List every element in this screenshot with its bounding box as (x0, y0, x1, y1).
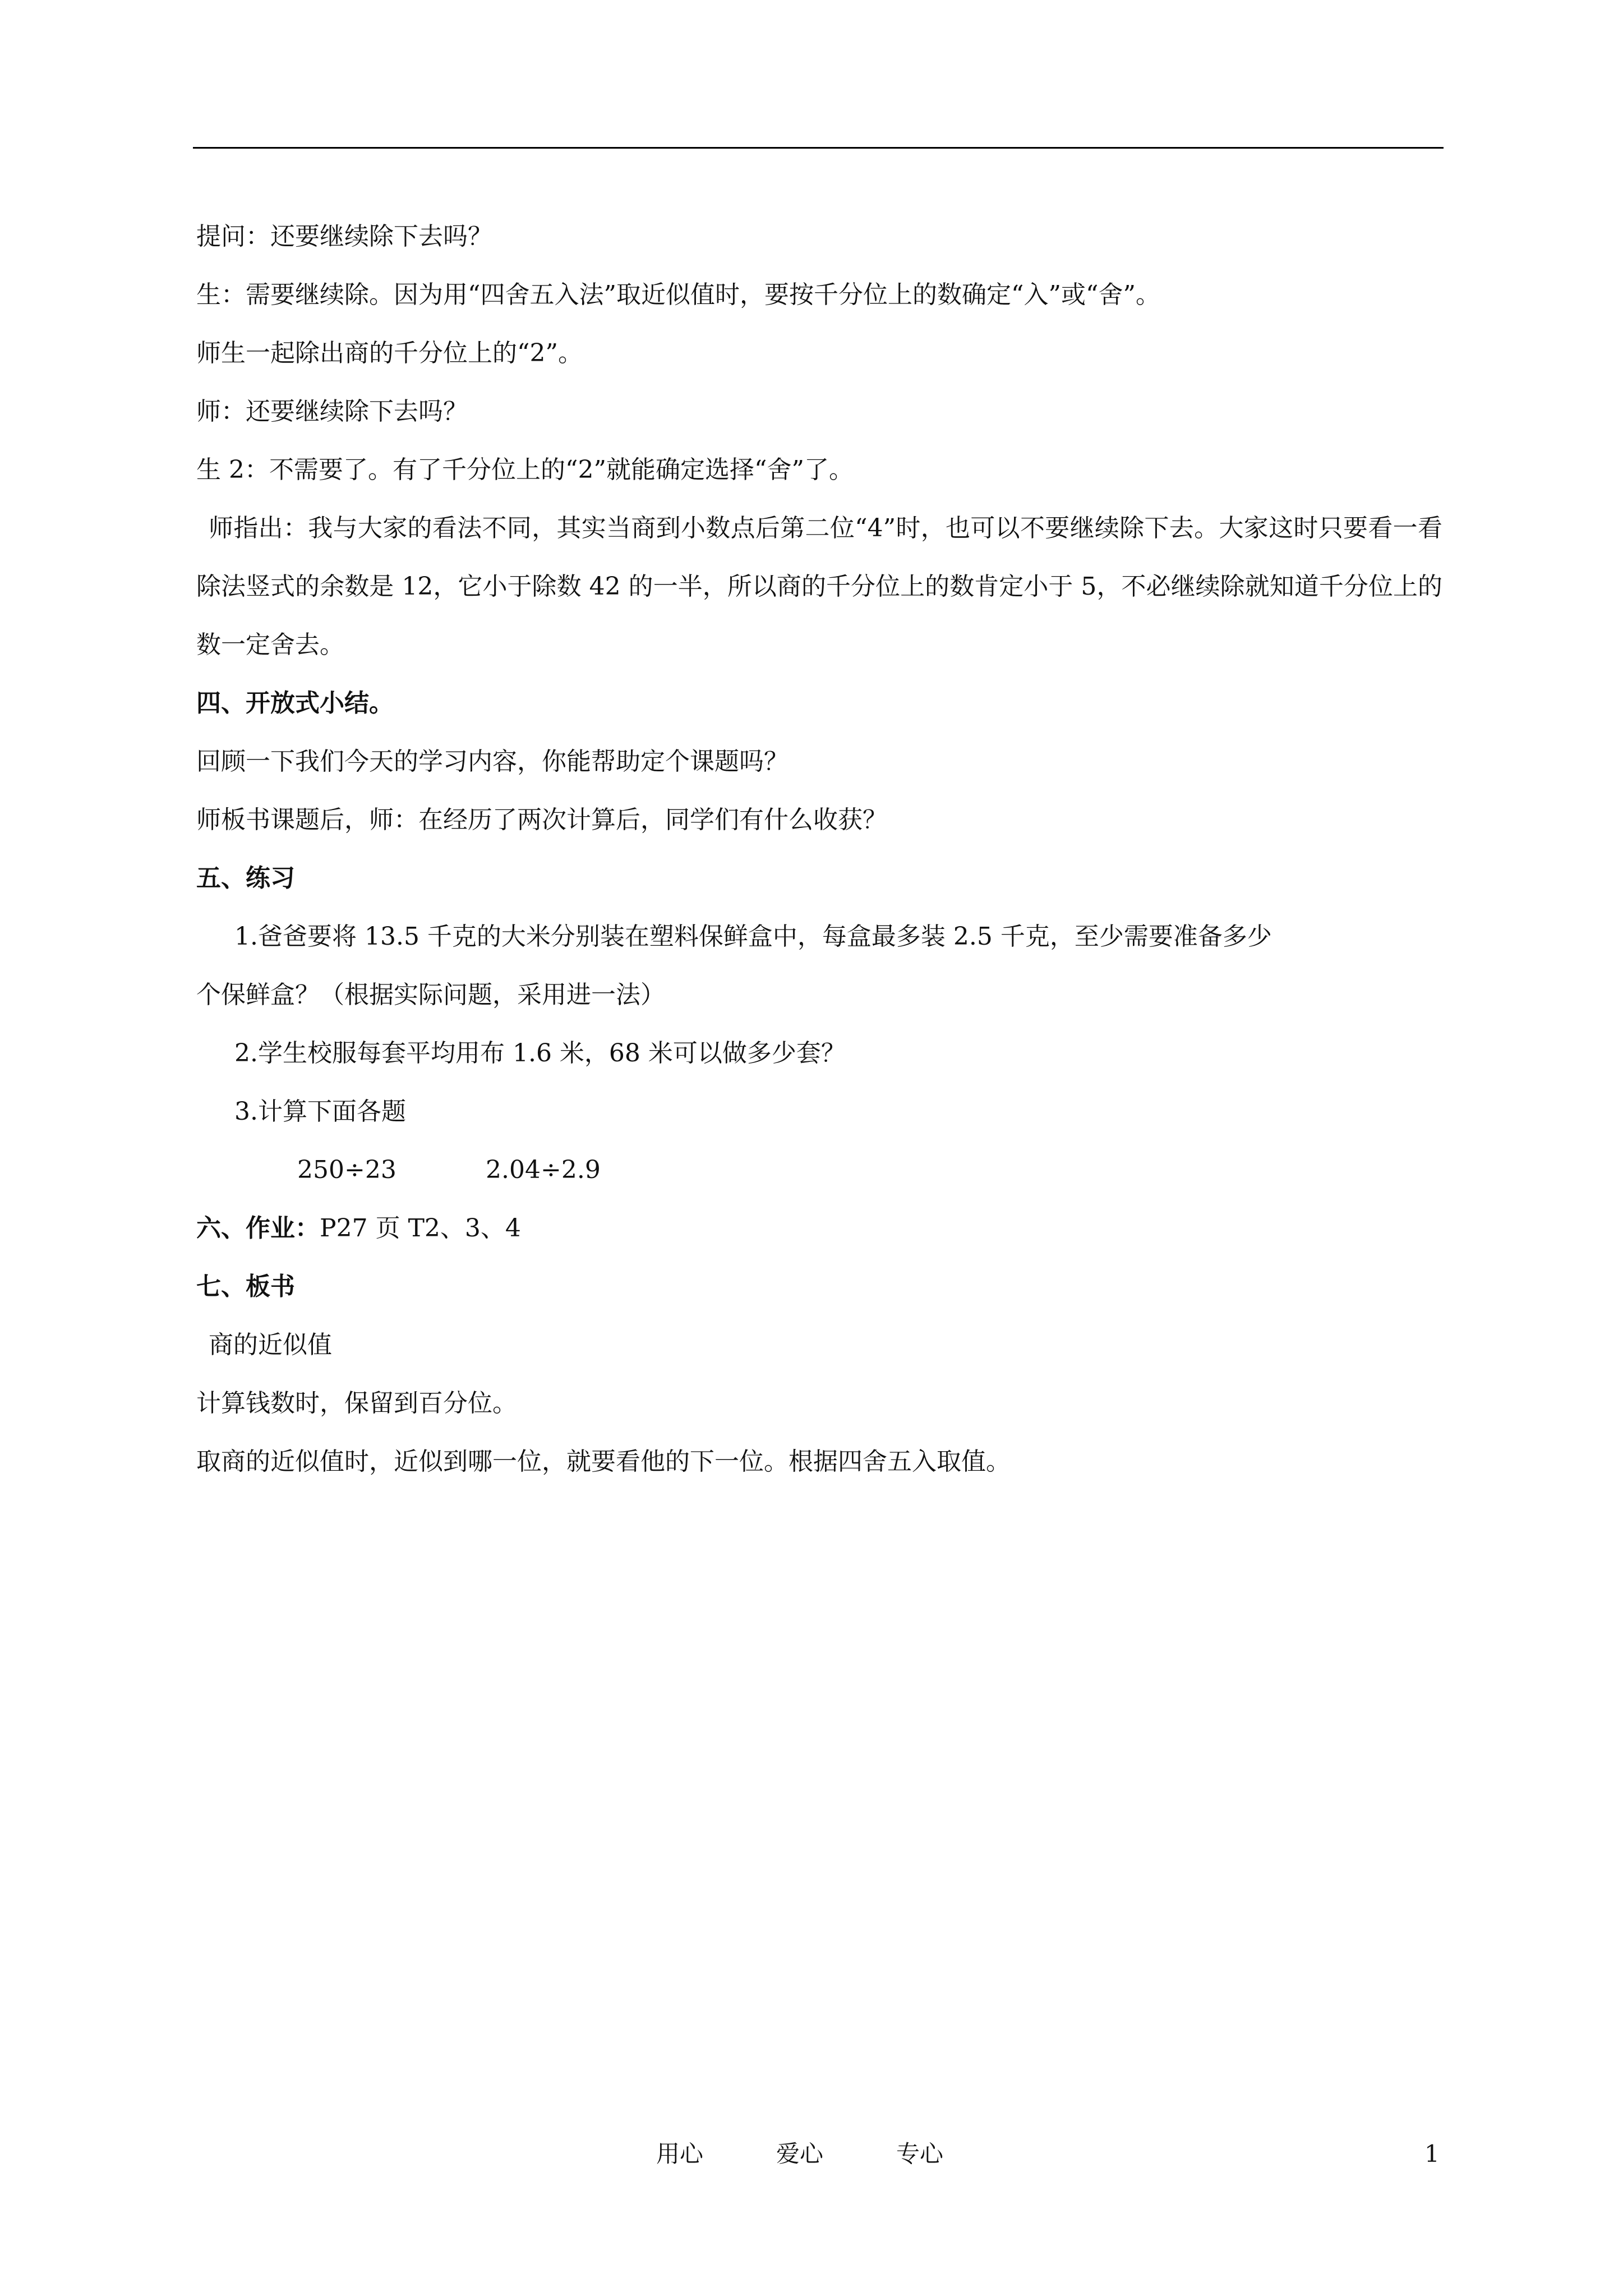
exercise-3: 3.计算下面各题 (234, 1097, 406, 1126)
student-answer-2: 生 2：不需要了。有了千分位上的“2”就能确定选择“舍”了。 (196, 455, 854, 484)
section-4-line-2: 师板书课题后，师：在经历了两次计算后，同学们有什么收获？ (196, 806, 887, 834)
section-4-heading: 四、开放式小结。 (196, 689, 394, 717)
calculation-1: 250÷23 (297, 1156, 396, 1184)
exercise-1-line-2: 个保鲜盒？（根据实际问题，采用进一法） (196, 981, 665, 1009)
page-number: 1 (1424, 2140, 1440, 2168)
document-body (196, 208, 1442, 1491)
section-6-heading: 六、作业： (196, 1214, 320, 1243)
section-4-line-1: 回顾一下我们今天的学习内容，你能帮助定个课题吗？ (196, 747, 789, 776)
header-rule (193, 147, 1444, 149)
exercise-2: 2.学生校服每套平均用布 1.6 米，68 米可以做多少套？ (234, 1039, 846, 1068)
calculation-2: 2.04÷2.9 (486, 1156, 601, 1184)
footer-motto (656, 2137, 1016, 2171)
board-title: 商的近似值 (209, 1331, 332, 1359)
question-continue-2: 师：还要继续除下去吗？ (196, 397, 468, 426)
footer-motto-3: 专心 (896, 2140, 944, 2168)
calculation-row (196, 1141, 1442, 1199)
footer-motto-1: 用心 (656, 2140, 704, 2168)
homework-text: P27 页 T2、3、4 (320, 1214, 521, 1243)
exercise-1-line-1: 1.爸爸要将 13.5 千克的大米分别装在塑料保鲜盒中，每盒最多装 2.5 千克，至少需要准备多少 (234, 922, 1272, 951)
student-answer-1: 生：需要继续除。因为用“四舍五入法”取近似值时，要按千分位上的数确定“入”或“舍”。 (196, 280, 1160, 309)
teacher-student-together: 师生一起除出商的千分位上的“2”。 (196, 339, 583, 367)
teacher-note-paragraph: 师指出：我与大家的看法不同，其实当商到小数点后第二位“4”时，也可以不要继续除下去。大家这时只要看一看除法竖式的余数是 12，它小于除数 42 的一半，所以商的千分位上的数肯定小于 5，不必继续除就知道千分位上的数一定舍去。 (196, 514, 1442, 659)
footer-motto-2: 爱心 (776, 2140, 824, 2168)
question-continue-1: 提问：还要继续除下去吗？ (196, 222, 492, 251)
board-line-2: 取商的近似值时，近似到哪一位，就要看他的下一位。根据四舍五入取值。 (196, 1447, 1011, 1476)
section-6-homework (196, 1199, 1442, 1258)
section-7-heading: 七、板书 (196, 1272, 295, 1301)
section-5-heading: 五、练习 (196, 864, 295, 892)
board-line-1: 计算钱数时，保留到百分位。 (196, 1389, 517, 1418)
